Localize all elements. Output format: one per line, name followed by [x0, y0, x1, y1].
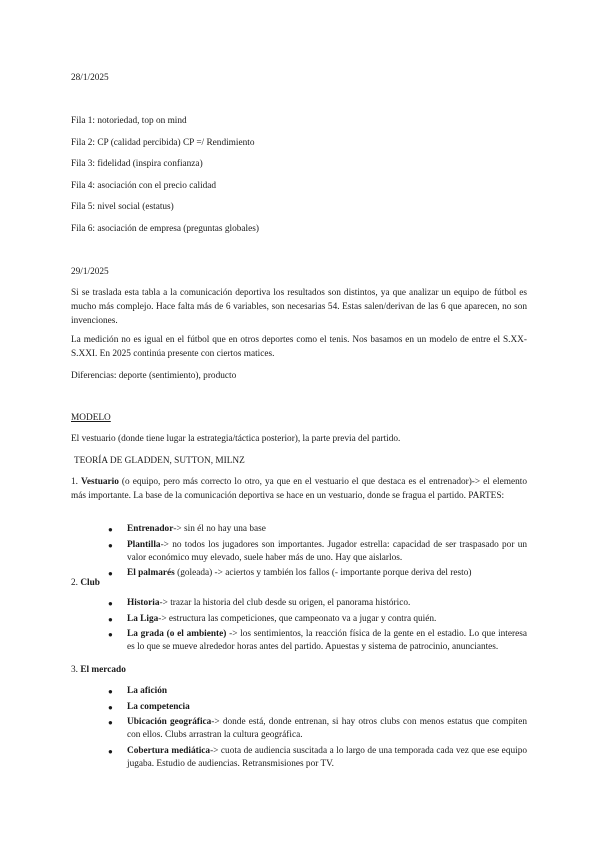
item-text: -> trazar la historia del club desde su origen, el panorama histórico. — [159, 598, 411, 608]
bullet-icon: ● — [108, 687, 113, 696]
item-text: -> los sentimientos, la reacción física de la gente en el estadio. Lo que interesa es lo que se mueve alrededor horas antes del partido. Apuestas y sistema de patrocinio, anunciantes. — [127, 629, 527, 652]
section-3-list — [108, 685, 527, 773]
section-heading: Club — [80, 578, 100, 588]
item-label: El palmarés — [127, 568, 175, 578]
item-label: Ubicación geográfica — [127, 717, 212, 727]
list-item — [108, 628, 527, 654]
item-text: (goleada) -> aciertos y también los fallos (- importante porque deriva del resto) — [174, 568, 472, 578]
list-item — [108, 613, 527, 626]
section-text: (o equipo, pero más correcto lo otro, ya que en el vestuario el que destaca es el entrenador)-> el elemento más importante. La base de la comunicación deportiva se hace en un vestuario, donde se fragua el partido. PARTES: — [71, 477, 527, 501]
section-2-list — [108, 597, 527, 657]
section-number: 2. — [71, 578, 78, 588]
section-1-list — [108, 523, 527, 583]
section-2-heading — [71, 576, 527, 590]
item-label: Cobertura mediática — [127, 745, 211, 756]
list-item — [108, 701, 527, 714]
fila-line: Fila 4: asociación con el precio calidad — [71, 181, 217, 191]
bullet-icon: ● — [108, 525, 113, 534]
paragraph: Diferencias: deporte (sentimiento), producto — [71, 371, 237, 381]
item-text: -> donde está, donde entrenan, si hay otros clubs con menos estatus que compiten con ellos. Clubs arrastran la cultura geográfica. — [127, 717, 527, 740]
fila-line: Fila 2: CP (calidad percibida) CP =/ Rendimiento — [71, 138, 255, 148]
section-number: 1. — [71, 477, 78, 487]
item-label: La competencia — [127, 701, 190, 712]
section-number: 3. — [71, 665, 78, 675]
item-label: La afición — [127, 686, 168, 696]
paragraph: La medición no es igual en el fútbol que en otros deportes como el tenis. Nos basamos en un modelo de entre el S.XX- S.XXI. En 2025 continúa presente con ciertos matices. — [71, 335, 527, 359]
bullet-icon: ● — [108, 569, 113, 578]
item-label: La grada (o el ambiente) — [127, 629, 227, 639]
item-label: Entrenador — [127, 524, 174, 534]
section-1-paragraph — [71, 475, 527, 503]
date-heading: 29/1/2025 — [71, 267, 109, 277]
bullet-icon: ● — [108, 630, 113, 639]
section-title: MODELO — [71, 413, 111, 423]
list-item — [108, 597, 527, 610]
fila-line: Fila 6: asociación de empresa (preguntas globales) — [71, 224, 259, 234]
list-item — [108, 745, 527, 771]
bullet-icon: ● — [108, 746, 113, 756]
bullet-icon: ● — [108, 540, 113, 550]
list-item — [108, 716, 527, 742]
list-item — [108, 539, 527, 565]
paragraph: Si se traslada esta tabla a la comunicación deportiva los resultados son distintos, ya que analizar un equipo de fútbol es mucho más complejo. Hace falta más de 6 variables, son necesarias 54. Estas salen/derivan de las 6 que aparecen, no son invenciones. — [71, 288, 527, 326]
item-text: -> estructura las competiciones, que campeonato va a jugar y contra quién. — [158, 613, 437, 624]
item-text: -> sin él no hay una base — [173, 524, 266, 534]
bullet-icon: ● — [108, 702, 113, 712]
section-heading: Vestuario — [81, 477, 119, 487]
section-3-heading — [71, 663, 527, 677]
list-item — [108, 685, 527, 698]
item-label: Historia — [127, 598, 160, 608]
fila-line: Fila 3: fidelidad (inspira confianza) — [71, 159, 203, 169]
bullet-icon: ● — [108, 599, 113, 608]
bullet-icon: ● — [108, 718, 113, 727]
item-label: La Liga — [127, 613, 159, 624]
theory-title: TEORÍA DE GLADDEN, SUTTON, MILNZ — [74, 456, 245, 466]
item-label: Plantilla — [127, 539, 161, 550]
paragraph: El vestuario (donde tiene lugar la estrategia/táctica posterior), la parte previa del partido. — [71, 434, 401, 444]
item-text: -> cuota de audiencia suscitada a lo largo de una temporada cada vez que ese equipo jugaba. Estudio de audiencias. Retransmisiones por TV. — [127, 745, 527, 769]
fila-line: Fila 5: nivel social (estatus) — [71, 202, 174, 212]
bullet-icon: ● — [108, 614, 113, 624]
list-item — [108, 523, 527, 536]
item-text: -> no todos los jugadores son importantes. Jugador estrella: capacidad de ser traspasado por un valor económico muy elevado, suele haber más de uno. Hay que aislarlos. — [127, 539, 527, 563]
fila-line: Fila 1: notoriedad, top on mind — [71, 116, 187, 126]
date-heading: 28/1/2025 — [71, 73, 109, 83]
section-heading: El mercado — [80, 665, 126, 675]
